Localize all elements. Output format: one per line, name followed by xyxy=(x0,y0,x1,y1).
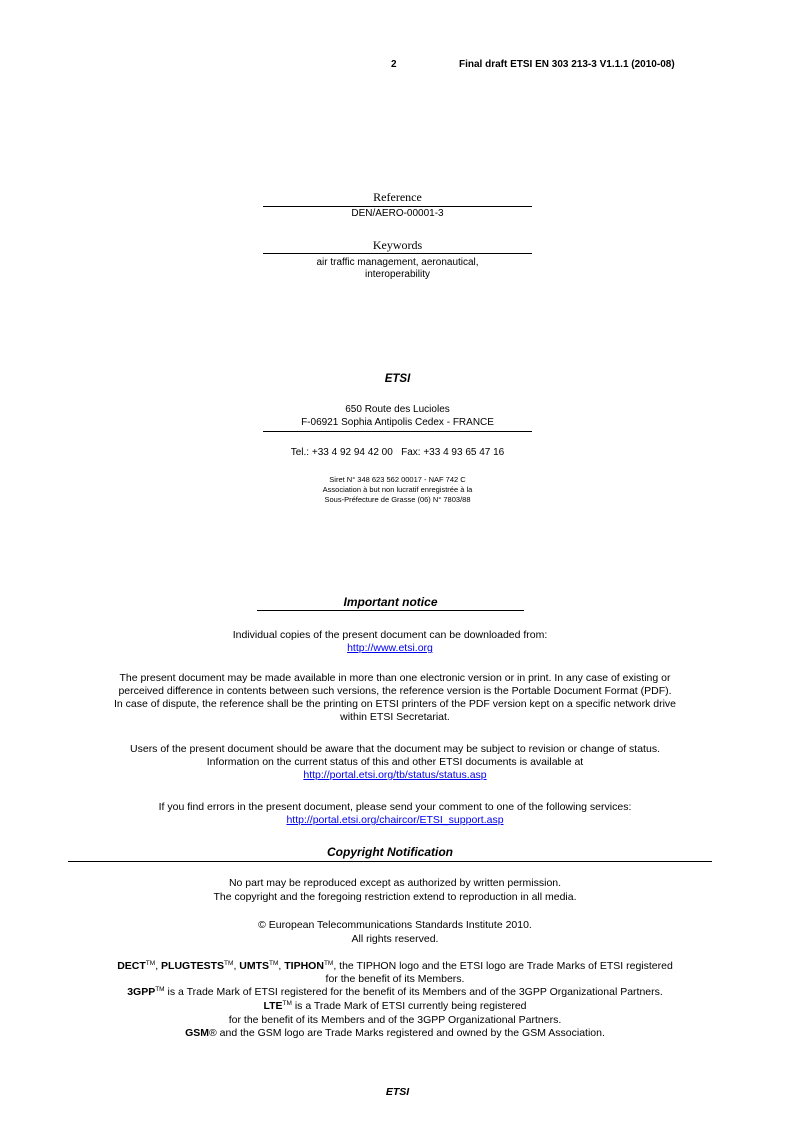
tm-separator: , xyxy=(278,960,285,972)
tm-tiphon: TIPHON xyxy=(284,960,324,972)
copyright-rule xyxy=(68,861,712,862)
keywords-rule xyxy=(263,253,532,254)
tm-lte: LTE xyxy=(263,1000,283,1012)
trademark-line-3-tail: is a Trade Mark of ETSI registered for the benefit of its Members and of the 3GPP Organizational Partners. xyxy=(164,986,663,998)
keywords-line-2: interoperability xyxy=(364,269,431,280)
tm-separator: , xyxy=(233,960,240,972)
important-notice-rule xyxy=(257,610,524,611)
trademark-line-3 xyxy=(30,986,760,998)
trademark-line-1 xyxy=(30,960,760,972)
important-notice-heading: Important notice xyxy=(343,595,438,609)
reference-value: DEN/AERO-00001-3 xyxy=(351,208,444,219)
notice-p2-line-4: within ETSI Secretariat. xyxy=(340,711,450,723)
notice-p1-line-1: Individual copies of the present document can be downloaded from: xyxy=(232,629,548,641)
tm-mark: TM xyxy=(224,960,234,967)
etsi-website-link[interactable]: http://www.etsi.org xyxy=(347,642,433,654)
page-number: 2 xyxy=(391,59,397,70)
copyright-p1-line-1: No part may be reproduced except as authorized by written permission. xyxy=(228,877,562,889)
tm-mark: TM xyxy=(145,960,156,967)
org-association: Association à but non lucratif enregistrée à la xyxy=(322,485,473,494)
keywords-line-1: air traffic management, aeronautical, xyxy=(316,257,479,268)
org-rule xyxy=(263,431,532,432)
trademark-line-2: for the benefit of its Members. xyxy=(325,973,465,985)
tm-gsm: GSM xyxy=(185,1027,210,1039)
org-siret: Siret N° 348 623 562 00017 - NAF 742 C xyxy=(329,475,466,484)
document-title: Final draft ETSI EN 303 213-3 V1.1.1 (2010-08) xyxy=(459,59,675,70)
notice-p3-line-1: Users of the present document should be aware that the document may be subject to revision or change of status. xyxy=(130,743,660,755)
support-link[interactable]: http://portal.etsi.org/chaircor/ETSI_support.asp xyxy=(286,814,504,826)
tm-mark: TM xyxy=(269,960,279,967)
tm-plugtests: PLUGTESTS xyxy=(161,960,225,972)
tm-umts: UMTS xyxy=(239,960,270,972)
org-address-1: 650 Route des Lucioles xyxy=(345,404,450,415)
tm-mark: TM xyxy=(282,1000,292,1007)
notice-p2-line-1: The present document may be made available in more than one electronic version or in print. In any case of existing or xyxy=(119,672,671,684)
copyright-heading: Copyright Notification xyxy=(327,845,453,859)
trademark-line-1-tail: , the TIPHON logo and the ETSI logo are Trade Marks of ETSI registered xyxy=(333,960,673,972)
tm-dect: DECT xyxy=(117,960,146,972)
tm-3gpp: 3GPP xyxy=(127,986,156,998)
notice-p2-line-2: perceived difference in contents between such versions, the reference version is the Portable Document Format (PDF). xyxy=(118,685,672,697)
trademark-line-6-tail: ® and the GSM logo are Trade Marks registered and owned by the GSM Association. xyxy=(209,1027,605,1039)
trademark-line-4-tail: is a Trade Mark of ETSI currently being registered xyxy=(291,1000,527,1012)
tm-mark: TM xyxy=(155,986,165,993)
notice-p3-line-2: Information on the current status of this and other ETSI documents is available at xyxy=(206,756,584,768)
trademark-line-5: for the benefit of its Members and of the 3GPP Organizational Partners. xyxy=(228,1014,562,1026)
copyright-p2-line-2: All rights reserved. xyxy=(351,933,439,945)
copyright-p1-line-2: The copyright and the foregoing restriction extend to reproduction in all media. xyxy=(213,891,577,903)
org-address-2: F-06921 Sophia Antipolis Cedex - FRANCE xyxy=(301,417,494,428)
org-name: ETSI xyxy=(384,373,411,385)
tm-separator: , xyxy=(155,960,162,972)
notice-p4-line-1: If you find errors in the present document, please send your comment to one of the following services: xyxy=(158,801,632,813)
copyright-p2-line-1: © European Telecommunications Standards Institute 2010. xyxy=(258,919,532,931)
org-prefecture: Sous-Préfecture de Grasse (06) N° 7803/88 xyxy=(324,495,471,504)
notice-p2-line-3: In case of dispute, the reference shall be the printing on ETSI printers of the PDF version kept on a specific network drive xyxy=(113,698,677,710)
reference-rule xyxy=(263,206,532,207)
trademark-line-4 xyxy=(30,1000,760,1012)
trademark-line-6 xyxy=(30,1027,760,1039)
tm-mark: TM xyxy=(323,960,334,967)
keywords-label: Keywords xyxy=(372,238,423,252)
org-tel-fax: Tel.: +33 4 92 94 42 00 Fax: +33 4 93 65 47 16 xyxy=(290,447,505,458)
status-link[interactable]: http://portal.etsi.org/tb/status/status.asp xyxy=(303,769,487,781)
reference-label: Reference xyxy=(373,190,422,204)
footer-label: ETSI xyxy=(385,1086,410,1098)
